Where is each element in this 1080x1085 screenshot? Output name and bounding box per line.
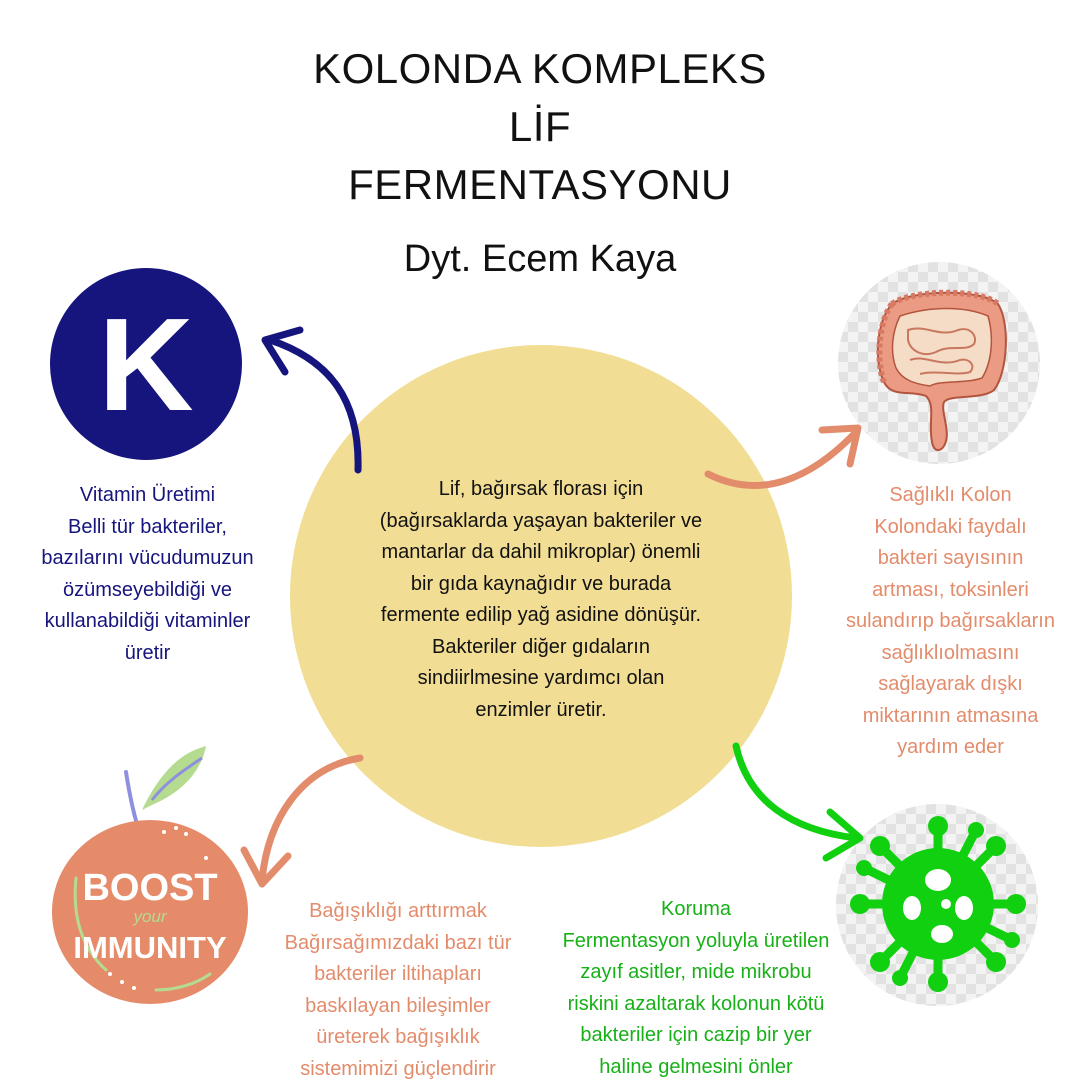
center-line: sindiirlmesine yardımcı olan — [315, 663, 767, 695]
title-line: FERMENTASYONU — [190, 156, 890, 214]
colon-line: Kolondaki faydalı — [828, 512, 1073, 544]
center-line: mantarlar da dahil mikroplar) önemli — [315, 537, 767, 569]
colon-line: artması, toksinleri — [828, 575, 1073, 607]
colon-line: miktarının atmasına — [828, 701, 1073, 733]
vitamin-line: özümseyebildiği ve — [20, 575, 275, 607]
vitamin-line: Vitamin Üretimi — [20, 480, 275, 512]
vitamin-production-text — [20, 480, 275, 669]
center-line: enzimler üretir. — [315, 695, 767, 727]
immunity-line: baskılayan bileşimler — [262, 991, 534, 1023]
immunity-line: sistemimizi güçlendirir — [262, 1054, 534, 1085]
koruma-line: haline gelmesini önler — [540, 1052, 852, 1084]
protection-text — [540, 894, 852, 1083]
center-line: Lif, bağırsak florası için — [315, 474, 767, 506]
center-line: Bakteriler diğer gıdaların — [315, 632, 767, 664]
apple-logo-line: your — [132, 907, 167, 926]
colon-line: bakteri sayısının — [828, 543, 1073, 575]
immunity-line: Bağırsağımızdaki bazı tür — [262, 928, 534, 960]
k-badge-icon: K — [50, 268, 242, 460]
koruma-line: riskini azaltarak kolonun kötü — [540, 989, 852, 1021]
title-line: LİF — [190, 98, 890, 156]
vitamin-line: bazılarını vücudumuzun — [20, 543, 275, 575]
arrow-to-vitamin — [270, 340, 358, 470]
center-line: fermente edilip yağ asidine dönüşür. — [315, 600, 767, 632]
colon-line: sulandırıp bağırsakların — [828, 606, 1073, 638]
center-line: bir gıda kaynağıdır ve burada — [315, 569, 767, 601]
immunity-text — [262, 896, 534, 1085]
colon-line: sağlıklıolmasını — [828, 638, 1073, 670]
arrow-to-immunity — [262, 758, 360, 880]
koruma-line: Fermentasyon yoluyla üretilen — [540, 926, 852, 958]
title-line: KOLONDA KOMPLEKS — [190, 40, 890, 98]
vitamin-line: kullanabildiği vitaminler — [20, 606, 275, 638]
apple-logo-line: BOOST — [82, 867, 217, 909]
koruma-line: bakteriler için cazip bir yer — [540, 1020, 852, 1052]
vitamin-line: Belli tür bakteriler, — [20, 512, 275, 544]
immunity-line: üreterek bağışıklık — [262, 1022, 534, 1054]
immunity-line: bakteriler iltihapları — [262, 959, 534, 991]
koruma-line: Koruma — [540, 894, 852, 926]
colon-line: Sağlıklı Kolon — [828, 480, 1073, 512]
immunity-line: Bağışıklığı arttırmak — [262, 896, 534, 928]
author-name: Dyt. Ecem Kaya — [340, 238, 740, 281]
colon-line: sağlayarak dışkı — [828, 669, 1073, 701]
koruma-line: zayıf asitler, mide mikrobu — [540, 957, 852, 989]
healthy-colon-text — [828, 480, 1073, 764]
vitamin-line: üretir — [20, 638, 275, 670]
colon-line: yardım eder — [828, 732, 1073, 764]
center-line: (bağırsaklarda yaşayan bakteriler ve — [315, 506, 767, 538]
apple-logo-line: IMMUNITY — [73, 930, 227, 965]
arrow-to-colon — [708, 432, 856, 485]
